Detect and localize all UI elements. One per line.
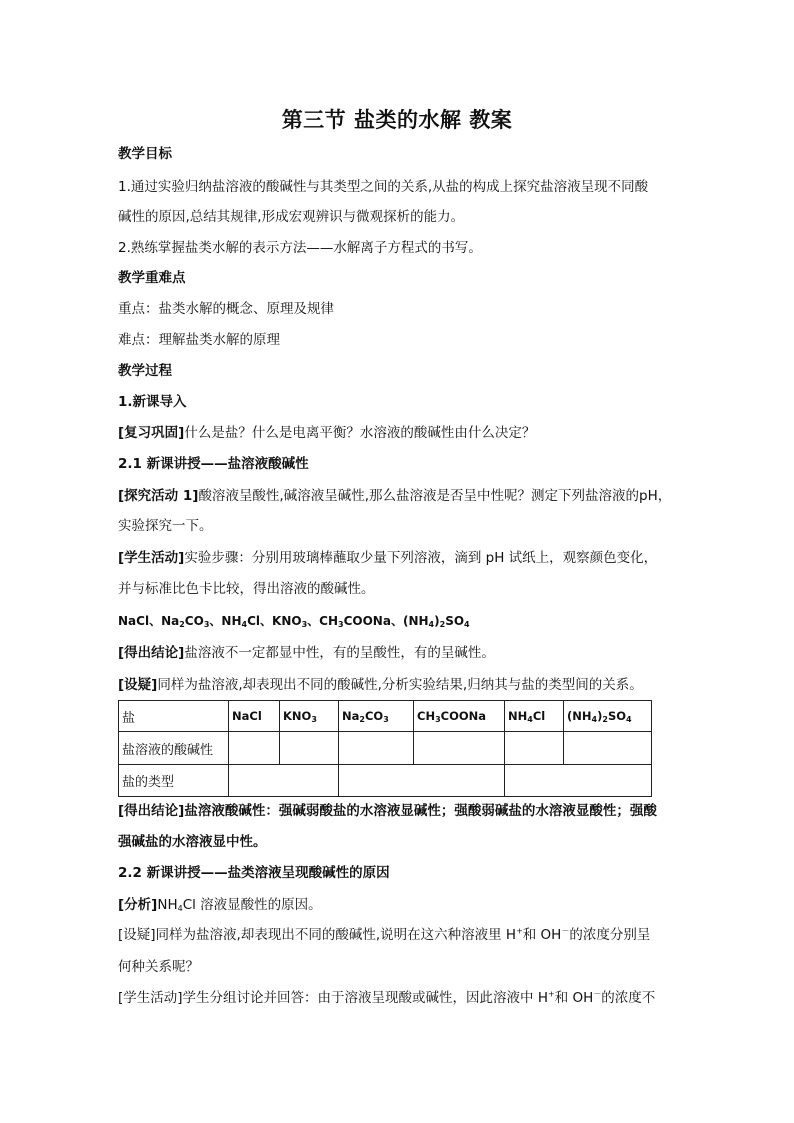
table-header-cell: $KNO_3$ [280, 701, 339, 732]
difficult-point: 难点：理解盐类水解的原理 [118, 332, 280, 348]
student-activity-line-2: 并与标准比色卡比较，得出溶液的酸碱性。 [118, 581, 375, 597]
table-cell [564, 732, 652, 765]
table-header-cell: 盐 [119, 701, 229, 732]
table-header-cell: NaCl [229, 701, 280, 732]
section-1-heading: 1.新课导入 [118, 394, 187, 410]
question-1-text: 同样为盐溶液,却表现出不同的酸碱性,分析实验结果,归纳其与盐的类型间的关系。 [157, 677, 643, 693]
student-activity-line-1 [118, 549, 657, 567]
formula-ch3coona: $CH_3COONa$ [319, 614, 391, 629]
activity-1-text: 酸溶液呈酸性,碱溶液呈碱性,那么盐溶液是否呈中性呢？测定下列盐溶液的pH， [198, 488, 672, 504]
table-cell [229, 732, 280, 765]
separator: 、 [307, 614, 320, 628]
goal-1-line-1: 1.通过实验归纳盐溶液的酸碱性与其类型之间的关系,从盐的构成上探究盐溶液呈现不同酸 [118, 179, 649, 195]
table-header-cell: $(NH_4)_2SO_4$ [564, 701, 652, 732]
table-row [119, 732, 652, 765]
goal-2: 2.熟练掌握盐类水解的表示方法——水解离子方程式的书写。 [118, 240, 482, 256]
table-header-cell: $Na_2CO_3$ [339, 701, 414, 732]
question-1 [118, 676, 643, 694]
section-2-2-heading: 2.2 新课讲授——盐类溶液呈现酸碱性的原因 [118, 865, 390, 881]
salt-table [118, 700, 652, 797]
formula-kno3: $KNO_3$ [272, 614, 308, 629]
student-activity-tag: [学生活动] [118, 550, 185, 566]
separator: 、 [390, 614, 403, 628]
table-row-label: 盐溶液的酸碱性 [119, 732, 229, 765]
separator: 、 [260, 614, 273, 628]
table-row-label: 盐的类型 [119, 765, 229, 797]
goal-1-line-2: 碱性的原因,总结其规律,形成宏观辨识与微观探析的能力。 [118, 209, 465, 225]
review-text: 什么是盐？什么是电离平衡？水溶液的酸碱性由什么决定？ [184, 425, 536, 441]
table-cell [505, 732, 564, 765]
section-2-1-heading: 2.1 新课讲授——盐溶液酸碱性 [118, 456, 309, 472]
analysis-formula: NH [157, 897, 178, 913]
table-cell [339, 765, 505, 797]
conclusion-1 [118, 644, 495, 662]
activity-1-line-2: 实验探究一下。 [118, 518, 213, 534]
review-tag: [复习巩固] [118, 425, 185, 441]
separator: 、 [149, 614, 162, 628]
review-paragraph [118, 424, 535, 442]
conclusion-1-text: 盐溶液不一定都显中性，有的呈酸性，有的呈碱性。 [184, 645, 495, 661]
page-title: 第三节 盐类的水解 教案 [281, 108, 513, 132]
table-header-cell: $CH_3COONa$ [414, 701, 505, 732]
analysis-tag: [分析] [118, 897, 158, 913]
table-row [119, 765, 652, 797]
activity-1-line-1 [118, 487, 671, 505]
formula-na2co3: $Na_2CO_3$ [161, 614, 210, 629]
table-row [119, 701, 652, 732]
question-2-line-2: 何种关系呢？ [118, 959, 199, 975]
table-cell [414, 732, 505, 765]
conclusion-1-tag: [得出结论] [118, 645, 185, 661]
table-cell [505, 765, 652, 797]
key-point: 重点：盐类水解的概念、原理及规律 [118, 301, 334, 317]
question-1-tag: [设疑] [118, 677, 158, 693]
student-activity-2-line: [学生活动]学生分组讨论并回答：由于溶液呈现酸或碱性，因此溶液中 H+和 OH－的浓度不 [118, 989, 656, 1006]
table-header-cell: $NH_4Cl$ [505, 701, 564, 732]
student-activity-text: 实验步骤：分别用玻璃棒蘸取少量下列溶液，滴到 pH 试纸上，观察颜色变化， [184, 550, 658, 566]
salt-list [118, 612, 470, 630]
conclusion-2-line-2: 强碱盐的水溶液显中性。 [118, 834, 267, 850]
question-2-line-1: [设疑]同样为盐溶液,却表现出不同的酸碱性,说明在这六种溶液里 H+和 OH－的浓度分别呈 [118, 926, 651, 943]
formula-nh4cl: $NH_4Cl$ [221, 614, 260, 629]
analysis-text: Cl 溶液显酸性的原因。 [182, 897, 322, 913]
table-cell [339, 732, 414, 765]
goals-heading: 教学目标 [118, 146, 172, 162]
formula-nacl: NaCl [118, 614, 150, 628]
separator: 、 [209, 614, 222, 628]
table-cell [229, 765, 339, 797]
process-heading: 教学过程 [118, 363, 172, 379]
analysis-line: [分析]$NH_4Cl$ 溶液显酸性的原因。 [118, 897, 322, 913]
formula-nh42so4: $(NH_4)_2SO_4$ [402, 614, 470, 629]
activity-1-tag: [探究活动 1] [118, 488, 199, 504]
keypoints-heading: 教学重难点 [118, 270, 186, 286]
table-cell [280, 732, 339, 765]
conclusion-2-line-1: [得出结论]盐溶液酸碱性：强碱弱酸盐的水溶液显碱性；强酸弱碱盐的水溶液显酸性；强酸 [118, 803, 657, 819]
